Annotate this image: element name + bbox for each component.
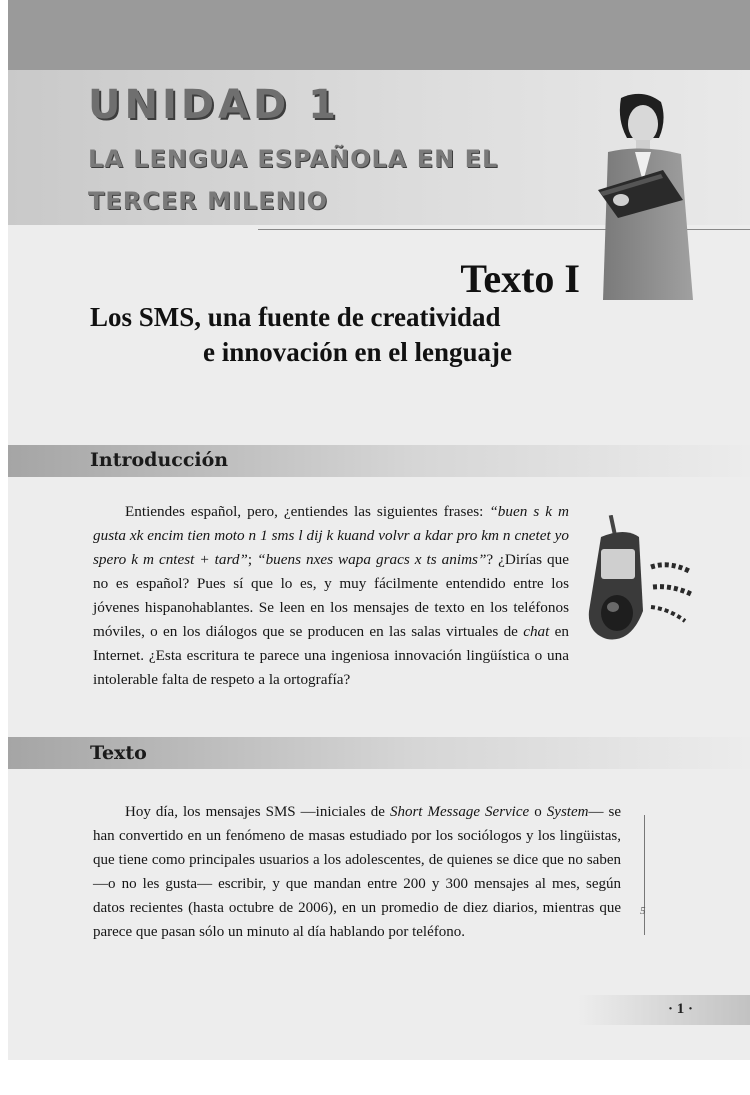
intro-quote-2: “buens nxes wapa gracs x ts anims” bbox=[257, 551, 487, 568]
footer-band bbox=[578, 995, 750, 1025]
line-number-marker: 5 bbox=[640, 905, 646, 917]
intro-text-end: en Internet. ¿Esta escritura te parece una ingeniosa innovación lingüística o una intolerable falta de respeto a la ortografía? bbox=[93, 623, 569, 688]
unit-title-line2: TERCER MILENIO bbox=[88, 187, 329, 215]
text-number: Texto I bbox=[460, 256, 580, 301]
unit-number: UNIDAD 1 bbox=[88, 82, 340, 128]
margin-line bbox=[644, 815, 645, 935]
woman-reading-illustration bbox=[563, 90, 713, 300]
texto-text-start: Hoy día, los mensajes SMS —iniciales de bbox=[125, 804, 390, 820]
sms-expansion: Short Message Service bbox=[389, 804, 530, 820]
sms-system: System bbox=[546, 804, 589, 820]
text-title-line1: Los SMS, una fuente de creatividad bbox=[90, 302, 501, 332]
intro-chat-word: chat bbox=[523, 623, 550, 640]
top-band bbox=[8, 0, 750, 70]
book-page bbox=[8, 0, 750, 1060]
texto-paragraph bbox=[93, 800, 621, 944]
unit-title-line1: LA LENGUA ESPAÑOLA EN EL bbox=[88, 145, 499, 173]
intro-quote-1: “buen s k m gusta xk encim tien moto n 1 sms l dij k kuand volvr a kdar pro km n cnetet yo spero k m cntest + tard” bbox=[93, 503, 569, 568]
section-heading-texto: Texto bbox=[90, 742, 147, 764]
section-heading-introduccion: Introducción bbox=[90, 449, 229, 471]
intro-text-mid: ? ¿Dirías que no es español? Pues sí que lo es, y muy fácilmente entendido entre los jóvenes hispanohablantes. Se leen en los mensajes de texto en los teléfonos móviles, o en los diálogos que se producen en las salas virtuales de bbox=[93, 551, 569, 640]
text-title-line2: e innovación en el lenguaje bbox=[203, 337, 512, 367]
mobile-phone-illustration bbox=[573, 515, 703, 650]
texto-text-end: — se han convertido en un fenómeno de masas estudiado por los sociólogos y los lingüistas, que tiene como principales usuarios a los adolescentes, de quienes se dice que no saben —o no les gusta— escribir, y que mandan entre 200 y 300 mensajes al mes, según datos recientes (hasta octubre de 2006), en un promedio de diez diarios, mientras que parece que pasan sólo un minuto al día hablando por teléfono. bbox=[93, 804, 621, 940]
page-number: · 1 · bbox=[668, 1001, 694, 1017]
intro-sep: ; bbox=[247, 551, 258, 568]
intro-paragraph bbox=[93, 500, 569, 692]
intro-text-start: Entiendes español, pero, ¿entiendes las siguientes frases: bbox=[125, 503, 490, 520]
texto-or: o bbox=[529, 804, 547, 820]
